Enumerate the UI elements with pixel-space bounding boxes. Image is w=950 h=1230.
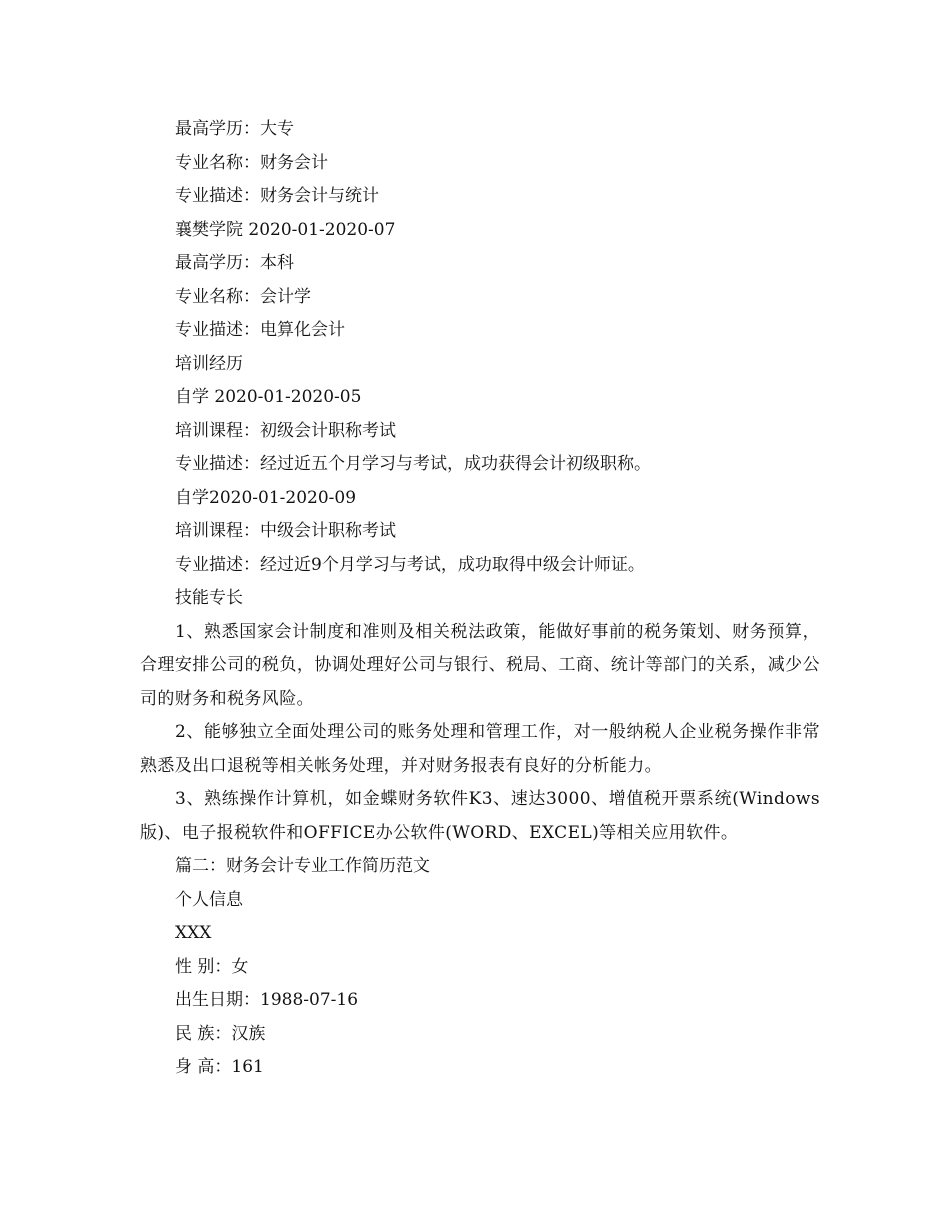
text-line: 民 族：汉族 [175, 1023, 266, 1044]
text-line: 身 高：161 [175, 1057, 264, 1077]
text-line: XXX [175, 923, 212, 943]
skill-paragraph: 3、熟练操作计算机，如金蝶财务软件K3、速达3000、增值税开票系统(Windows版)、电子报税软件和OFFICE办公软件(WORD、EXCEL)等相关应用软件。 [140, 789, 820, 843]
text-line: 自学 2020-01-2020-05 [175, 387, 362, 407]
text-line: 专业描述：电算化会计 [175, 320, 345, 340]
skill-paragraph: 1、熟悉国家会计制度和准则及相关税法政策，能做好事前的税务策划、财务预算，合理安排公司的税负，协调处理好公司与银行、税局、工商、统计等部门的关系，减少公司的财务和税务风险。 [140, 621, 820, 709]
text-line: 出生日期：1988-07-16 [175, 990, 359, 1010]
text-line: 专业描述：经过近五个月学习与考试，成功获得会计初级职称。 [175, 454, 651, 474]
text-line: 专业名称：会计学 [175, 286, 311, 307]
text-line: 襄樊学院 2020-01-2020-07 [175, 219, 396, 240]
text-line: 培训课程：初级会计职称考试 [175, 420, 396, 441]
section-heading: 篇二：财务会计专业工作简历范文 [175, 856, 430, 876]
text-line: 专业描述：经过近9个月学习与考试，成功取得中级会计师证。 [175, 554, 645, 575]
document-body [140, 113, 820, 1085]
skill-paragraph: 2、能够独立全面处理公司的账务处理和管理工作，对一般纳税人企业税务操作非常熟悉及出口退税等相关帐务处理，并对财务报表有良好的分析能力。 [140, 722, 820, 776]
section-heading: 技能专长 [175, 588, 243, 608]
text-line: 性 别：女 [175, 956, 249, 977]
text-line: 培训课程：中级会计职称考试 [175, 521, 396, 541]
text-line: 专业名称：财务会计 [175, 152, 328, 173]
text-line: 最高学历：本科 [175, 253, 294, 273]
text-line: 自学2020-01-2020-09 [175, 487, 357, 508]
section-heading: 培训经历 [175, 353, 243, 374]
text-line: 专业描述：财务会计与统计 [175, 186, 379, 206]
section-heading: 个人信息 [175, 889, 243, 910]
text-line: 最高学历：大专 [175, 119, 294, 139]
